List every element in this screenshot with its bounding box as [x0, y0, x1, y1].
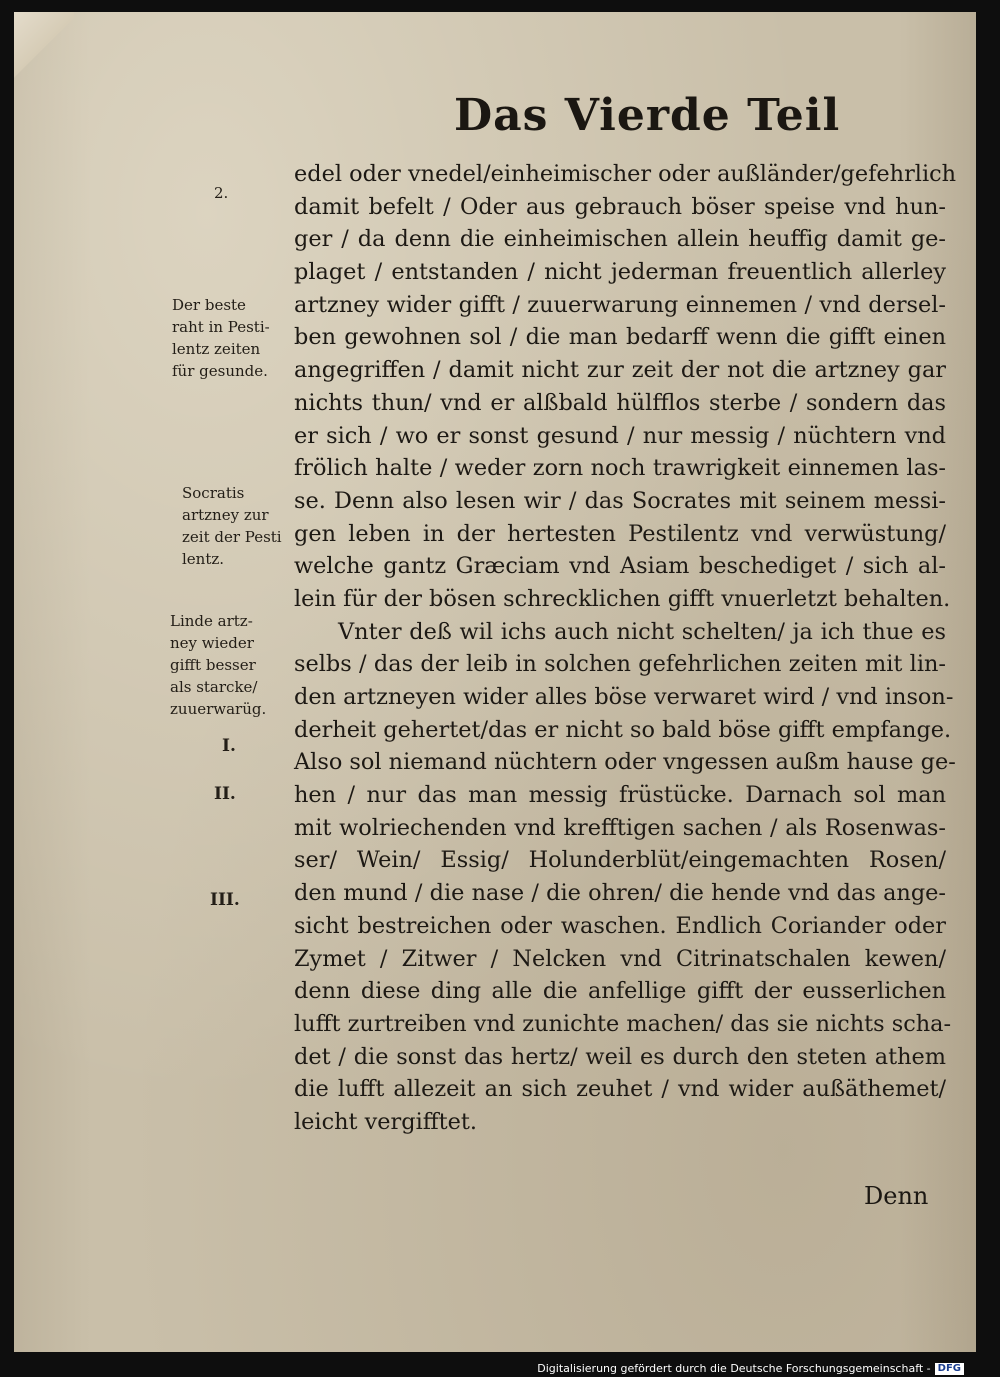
margin-numeral-2: II.: [214, 784, 236, 804]
margin-numeral-3: III.: [210, 890, 240, 910]
footer-text: Digitalisierung gefördert durch die Deutsche Forschungsgemeinschaft -: [537, 1362, 931, 1375]
text-line: artzney wider gifft / zuuerwarung einnemen / vnd dersel-: [294, 291, 946, 318]
text-line: ben gewohnen sol / die man bedarff wenn die gifft einen: [294, 324, 946, 351]
text-line: derheit gehertet/das er nicht so bald böse gifft empfange.: [294, 716, 952, 743]
margin-numeral-1: I.: [222, 736, 236, 756]
text-line: ser/ Wein/ Essig/ Holunderblüt/eingemachten Rosen/: [294, 847, 946, 874]
text-line: selbs / das der leib in solchen gefehrlichen zeiten mit lin-: [294, 651, 946, 678]
text-line: nichts thun/ vnd er alßbald hülfflos sterbe / sondern das: [294, 389, 946, 416]
text-line: er sich / wo er sonst gesund / nur messig / nüchtern vnd: [294, 422, 946, 449]
text-line: die lufft allezeit an sich zeuhet / vnd wider außäthemet/: [294, 1076, 946, 1103]
margin-note-socrates: Socratis artzney zur zeit der Pesti lentz.: [182, 484, 282, 568]
text-line: den mund / die nase / die ohren/ die hende vnd das ange-: [294, 880, 946, 907]
text-line: damit befelt / Oder aus gebrauch böser speise vnd hun-: [294, 193, 946, 220]
body-text: [294, 158, 957, 1139]
text-line: det / die sonst das hertz/ weil es durch den steten athem: [294, 1043, 946, 1070]
book-page: [14, 12, 976, 1352]
text-line: welche gantz Græciam vnd Asiam beschediget / sich al-: [294, 553, 946, 580]
margin-note-mild-remedy: Linde artz- ney wieder gifft besser als starcke/ zuuerwarüg.: [170, 612, 267, 718]
text-line: ger / da denn die einheimischen allein heuffig damit ge-: [294, 226, 946, 253]
text-line: lein für der bösen schrecklichen gifft vnuerletzt behalten.: [294, 585, 951, 612]
text-line: edel oder vnedel/einheimischer oder außländer/gefehrlich: [294, 161, 957, 187]
text-line: leicht vergifftet.: [294, 1108, 478, 1135]
catchword: Denn: [864, 1182, 929, 1210]
text-line: plaget / entstanden / nicht jederman freuentlich allerley: [294, 259, 946, 286]
text-line: lufft zurtreiben vnd zunichte machen/ das sie nichts scha-: [294, 1010, 952, 1037]
text-line: se. Denn also lesen wir / das Socrates mit seinem messi-: [294, 487, 946, 514]
text-line: hen / nur das man messig früstücke. Darnach sol man: [294, 782, 946, 809]
text-line: Zymet / Zitwer / Nelcken vnd Citrinatschalen kewen/: [294, 945, 946, 972]
text-line: sicht bestreichen oder waschen. Endlich Coriander oder: [294, 912, 946, 939]
text-line: frölich halte / weder zorn noch trawrigkeit einnemen las-: [294, 455, 946, 482]
text-line: Vnter deß wil ichs auch nicht schelten/ ja ich thue es: [338, 618, 946, 645]
dfg-logo: DFG: [935, 1363, 964, 1375]
footer-credit: [537, 1362, 964, 1375]
folded-corner: [14, 12, 74, 82]
text-line: angegriffen / damit nicht zur zeit der not die artzney gar: [294, 357, 946, 384]
text-line: Also sol niemand nüchtern oder vngessen außm hause ge-: [294, 749, 956, 776]
margin-note-numeral: 2.: [214, 184, 229, 202]
margin-note-best-advice: Der beste raht in Pesti- lentz zeiten für gesunde.: [172, 296, 270, 380]
text-line: gen leben in der hertesten Pestilentz vnd verwüstung/: [294, 520, 946, 547]
text-line: den artzneyen wider alles böse verwaret wird / vnd inson-: [294, 684, 954, 710]
running-header: Das Vierde Teil: [454, 90, 841, 141]
text-line: mit wolriechenden vnd krefftigen sachen / als Rosenwas-: [294, 814, 946, 841]
text-line: denn diese ding alle die anfellige gifft der eusserlichen: [294, 978, 946, 1005]
